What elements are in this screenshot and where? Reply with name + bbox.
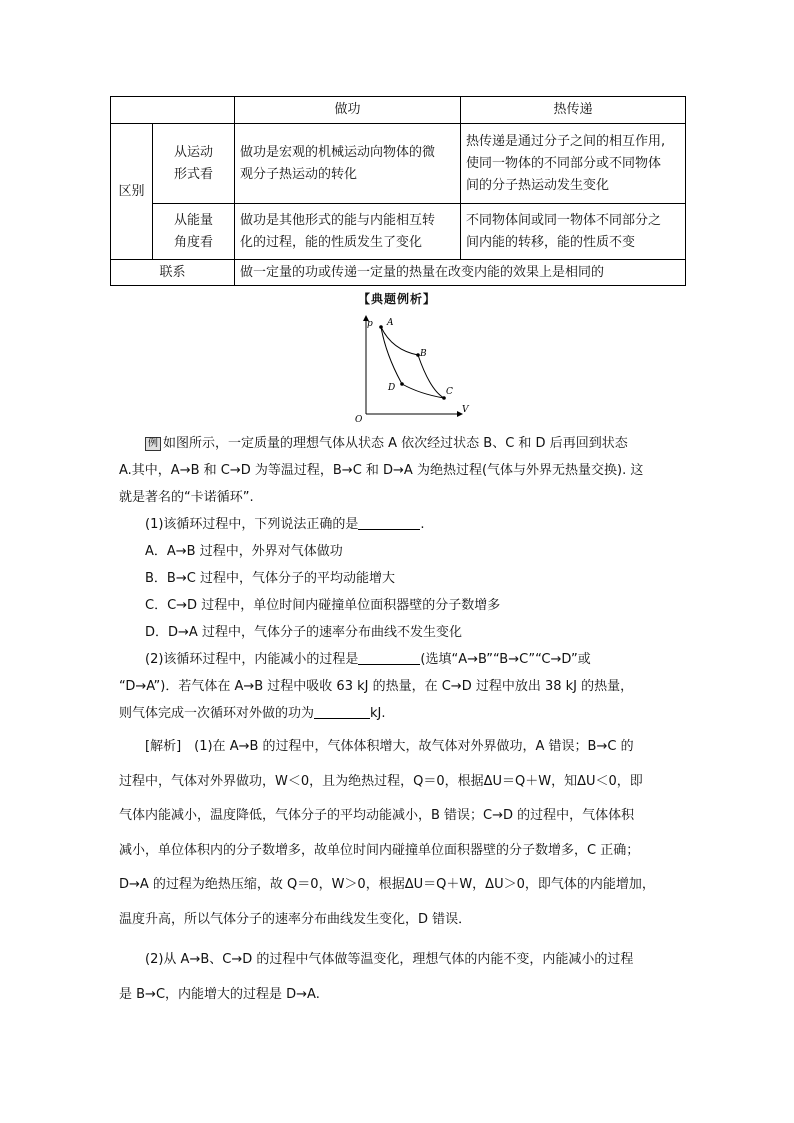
option-c: C．C→D 过程中，单位时间内碰撞单位面积器壁的分子数增多: [145, 598, 501, 613]
question-1: (1)该循环过程中，下列说法正确的是 .: [145, 517, 425, 532]
example-badge: 例: [145, 437, 161, 451]
question-2-line-3: 则气体完成一次循环对外做的功为 kJ.: [119, 706, 386, 721]
answer-blank-3[interactable]: [314, 704, 370, 719]
analysis-line-3: 气体内能减小，温度降低，气体分子的平均动能减小，B 错误；C→D 的过程中，气体体积: [119, 808, 635, 823]
work-energy-cell: 做功是其他形式的能与内能相互转 化的过程，能的性质发生了变化: [235, 204, 461, 260]
heat-motion-cell: 热传递是通过分子之间的相互作用, 使同一物体的不同部分或不同物体 间的分子热运动发生变化: [461, 124, 686, 204]
analysis-line-1: [解析] (1)在 A→B 的过程中，气体体积增大，故气体对外界做功，A 错误；B→C 的: [145, 739, 634, 754]
link-label: 联系: [111, 260, 235, 286]
option-a: A．A→B 过程中，外界对气体做功: [145, 544, 343, 559]
curve-d-a: [381, 327, 402, 384]
origin-label: O: [355, 415, 363, 425]
question-2-line-2: “D→A”)．若气体在 A→B 过程中吸收 63 kJ 的热量，在 C→D 过程中放出 38 kJ 的热量，: [119, 679, 634, 694]
curve-c-d: [402, 384, 444, 398]
curve-b-c: [418, 355, 444, 398]
header-heat: 热传递: [461, 97, 686, 124]
label-c: C: [446, 387, 453, 397]
analysis-part2-line-1: (2)从 A→B、C→D 的过程中气体做等温变化，理想气体的内能不变，内能减小的过程: [145, 952, 634, 967]
analysis-line-4: 减小，单位体积内的分子数增多，故单位时间内碰撞单位面积器壁的分子数增多，C 正确；: [119, 842, 640, 858]
option-b: B．B→C 过程中，气体分子的平均动能增大: [145, 571, 395, 586]
answer-blank-1[interactable]: [358, 515, 420, 530]
analysis-line-5: D→A 的过程为绝热压缩，故 Q＝0，W＞0，根据ΔU＝Q＋W，ΔU＞0，即气体的内能增加，: [119, 877, 655, 892]
analysis-part2-line-2: 是 B→C，内能增大的过程是 D→A.: [119, 986, 320, 1002]
label-b: B: [420, 349, 427, 359]
v-axis-label: V: [462, 405, 469, 415]
question-2: (2)该循环过程中，内能减小的过程是 (选填“A→B”“B→C”“C→D”或: [145, 652, 591, 667]
analysis-section: [119, 730, 679, 1012]
table-corner-cell: [111, 97, 235, 124]
analysis-line-2: 过程中，气体对外界做功，W＜0，且为绝热过程，Q＝0，根据ΔU＝Q＋W，知ΔU＜0，即: [119, 773, 643, 789]
header-work: 做功: [235, 97, 461, 124]
point-a: [379, 325, 383, 329]
intro-line-2: A.其中，A→B 和 C→D 为等温过程，B→C 和 D→A 为绝热过程(气体与外界无热量交换). 这: [119, 463, 644, 478]
intro-line-3: 就是著名的“卡诺循环”.: [119, 490, 254, 505]
section-title: 【典题例析】: [357, 292, 436, 306]
pv-diagram: [350, 310, 480, 426]
intro-line-1: 例 如图所示，一定质量的理想气体从状态 A 依次经过状态 B、C 和 D 后再回到状态: [119, 430, 679, 457]
heat-energy-cell: 不同物体间或同一物体不同部分之 间内能的转移，能的性质不变: [461, 204, 686, 260]
example-problem: [119, 430, 679, 727]
analysis-line-6: 温度升高，所以气体分子的速率分布曲线发生变化，D 错误．: [119, 911, 472, 927]
aspect-motion: 从运动 形式看: [153, 124, 235, 204]
answer-blank-2[interactable]: [358, 650, 420, 665]
comparison-table: [110, 96, 686, 286]
label-a: A: [387, 318, 394, 328]
group-label: 区别: [111, 124, 153, 260]
p-axis-label: p: [367, 319, 373, 329]
option-d: D．D→A 过程中，气体分子的速率分布曲线不发生变化: [145, 625, 462, 640]
link-text: 做一定量的功或传递一定量的热量在改变内能的效果上是相同的: [235, 260, 686, 286]
work-motion-cell: 做功是宏观的机械运动向物体的微 观分子热运动的转化: [235, 124, 461, 204]
curve-a-b: [381, 327, 418, 355]
point-d: [400, 382, 404, 386]
label-d: D: [388, 383, 396, 393]
aspect-energy: 从能量 角度看: [153, 204, 235, 260]
